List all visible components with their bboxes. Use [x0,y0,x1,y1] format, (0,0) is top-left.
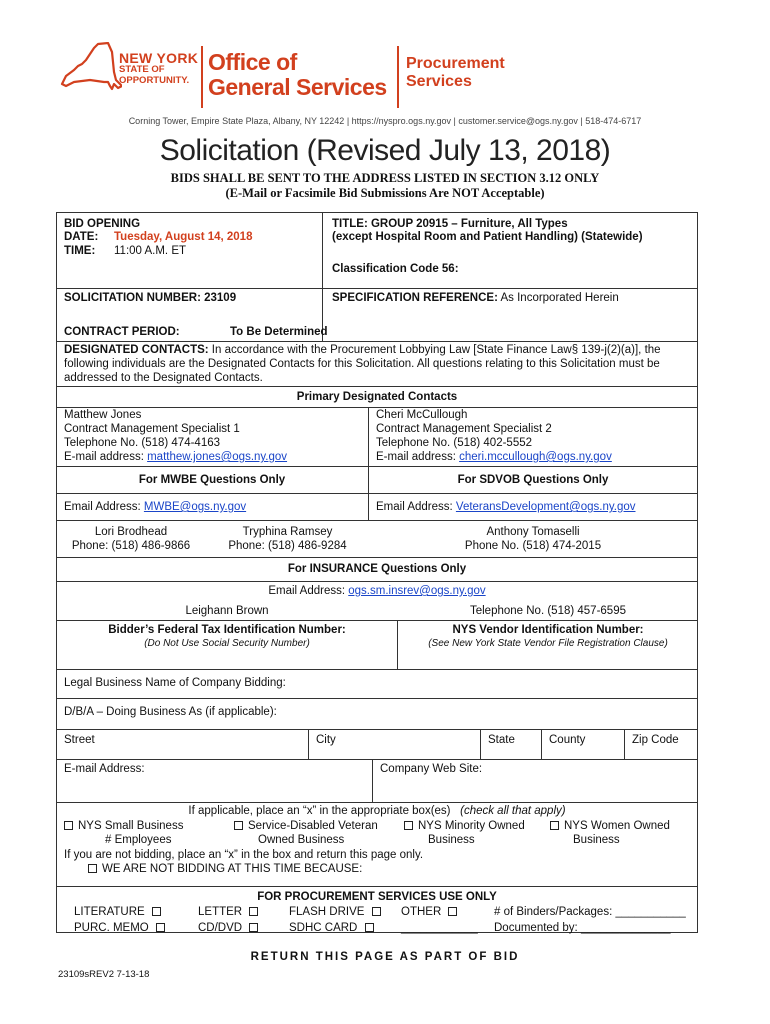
checkbox-intro-note: (check all that apply) [460,805,566,817]
documented-blank[interactable]: ______________ [580,922,671,934]
contact1-email-link[interactable]: matthew.jones@ogs.ny.gov [147,451,288,463]
women-owned-checkbox[interactable] [550,821,559,830]
other-checkbox[interactable] [448,907,457,916]
sdhc-card-checkbox[interactable] [365,923,374,932]
checkbox-intro-text: If applicable, place an “x” in the appropriate box(es) [188,805,451,817]
contract-period-value: To Be Determined [230,326,328,338]
county-field[interactable] [543,746,622,758]
documented-line[interactable] [494,922,671,935]
date-label: DATE: [64,231,99,243]
website-field-label: Company Web Site: [380,763,483,775]
logo-divider [201,46,203,108]
minority-owned-label-2: Business [428,834,475,846]
time-label: TIME: [64,245,96,257]
sdvob-label: Service-Disabled Veteran [248,820,378,832]
contact2-email-line [376,451,612,464]
ny-state-logo-text [119,50,199,86]
vendor-id-label: NYS Vendor Identification Number: [452,624,644,636]
other-blank[interactable]: ____________ [401,922,478,934]
logo-divider-2 [397,46,399,108]
website-field[interactable] [374,777,696,800]
ogs-line2: General Services [208,74,387,100]
tax-id-field[interactable] [60,650,394,667]
designated-text-2: following individuals are the Designated Contacts for this Solicitation. All questions relating to this Solicitation must be [64,358,660,370]
mwbe-contact2-name: Tryphina Ramsey [242,526,333,538]
checkbox-intro [56,805,698,818]
procurement-use-heading: FOR PROCUREMENT SERVICES USE ONLY [257,891,497,903]
minority-owned-checkbox[interactable] [404,821,413,830]
tax-id-note: (Do Not Use Social Security Number) [144,638,310,649]
other-label: OTHER [401,906,442,918]
state-label: State [488,734,515,746]
email-field-label: E-mail Address: [64,763,145,775]
insurance-heading: For INSURANCE Questions Only [287,563,467,575]
contact1-email-line [64,451,287,464]
designated-text-1: In accordance with the Procurement Lobbying Law [State Finance Law§ 139-j(2)(a)], the [208,344,661,356]
address-line: Corning Tower, Empire State Plaza, Albany, NY 12242 | https://nyspro.ogs.ny.gov | customer.service@ogs.ny.gov | 518-474-6717 [128,116,642,126]
tax-id-label: Bidder’s Federal Tax Identification Number: [108,624,346,636]
primary-contacts-heading: Primary Designated Contacts [296,391,458,403]
women-owned-label: NYS Women Owned [564,820,670,832]
zip-field[interactable] [626,746,696,758]
insurance-contact-phone: Telephone No. (518) 457-6595 [469,605,626,617]
letter-label: LETTER [198,906,243,918]
cd-dvd-option[interactable] [198,922,263,935]
flash-drive-checkbox[interactable] [372,907,381,916]
small-business-checkbox[interactable] [64,821,73,830]
insurance-email-link[interactable]: ogs.sm.insrev@ogs.ny.gov [348,585,486,597]
street-label: Street [64,734,95,746]
ny-line1: NEW YORK [119,50,199,66]
small-business-option[interactable] [64,820,183,833]
bid-date-value: Tuesday, August 14, 2018 [114,231,253,243]
purc-memo-label: PURC. MEMO [74,922,149,934]
new-york-state-outline-icon [60,42,122,94]
letter-option[interactable] [198,906,263,919]
designated-contacts-text [64,344,661,357]
sdvob-option[interactable] [234,820,378,833]
mwbe-contact1-phone: Phone: (518) 486-9866 [71,540,191,552]
state-field[interactable] [482,746,539,758]
letter-checkbox[interactable] [249,907,258,916]
sdhc-card-option[interactable] [289,922,379,935]
mwbe-contact2-phone: Phone: (518) 486-9284 [228,540,347,552]
literature-checkbox[interactable] [152,907,161,916]
contact2-email-label: E-mail address: [376,451,456,463]
purc-memo-checkbox[interactable] [156,923,165,932]
cd-dvd-checkbox[interactable] [249,923,258,932]
contact1-phone: Telephone No. (518) 474-4163 [64,437,221,449]
insurance-email-line [56,585,698,598]
city-field[interactable] [310,746,478,758]
email-field[interactable] [58,777,370,800]
not-bidding-checkbox[interactable] [88,864,97,873]
flash-drive-option[interactable] [289,906,386,919]
bid-opening-label: BID OPENING [64,218,141,230]
sdvob-heading: For SDVOB Questions Only [457,474,609,486]
minority-owned-label: NYS Minority Owned [418,820,525,832]
county-label: County [549,734,586,746]
spec-ref-label: SPECIFICATION REFERENCE: [332,292,498,304]
letterhead [0,0,770,110]
solicitation-title-scope: (except Hospital Room and Patient Handling) (Statewide) [332,231,643,243]
contact1-role: Contract Management Specialist 1 [64,423,240,435]
classification-code: Classification Code 56: [332,263,459,275]
mwbe-email-label: Email Address: [64,501,141,513]
spec-ref-value: As Incorporated Herein [500,292,619,304]
dba-field[interactable] [300,700,694,727]
mwbe-email-link[interactable]: MWBE@ogs.ny.gov [143,501,247,513]
mwbe-contact1-name: Lori Brodhead [94,526,168,538]
return-page-notice: RETURN THIS PAGE AS PART OF BID [250,951,520,963]
sdvob-checkbox[interactable] [234,821,243,830]
literature-label: LITERATURE [74,906,145,918]
small-business-label: NYS Small Business [78,820,184,832]
procurement-services-logo-text [406,55,505,91]
sdvob-email-link[interactable]: VeteransDevelopment@ogs.ny.gov [455,501,636,513]
vendor-id-note: (See New York State Vendor File Registration Clause) [428,638,668,649]
street-field[interactable] [58,746,306,758]
purc-memo-option[interactable] [74,922,170,935]
sdvob-email-label: Email Address: [376,501,453,513]
sdvob-contact-phone: Phone No. (518) 474-2015 [464,540,602,552]
vendor-id-field[interactable] [402,650,694,667]
small-business-employees: # Employees [105,834,172,846]
insurance-contact-name: Leighann Brown [185,605,269,617]
page-title: Solicitation (Revised July 13, 2018) [159,134,611,167]
other-option[interactable] [401,906,462,919]
documented-label: Documented by: [494,922,578,934]
contact2-role: Contract Management Specialist 2 [376,423,552,435]
dba-label: D/B/A – Doing Business As (if applicable): [64,706,277,718]
sdvob-contact-name: Anthony Tomaselli [486,526,580,538]
mwbe-heading: For MWBE Questions Only [138,474,286,486]
literature-option[interactable] [74,906,166,919]
proc-line2: Services [406,73,472,90]
sdhc-card-label: SDHC CARD [289,922,358,934]
zip-label: Zip Code [632,734,679,746]
designated-contacts-label: DESIGNATED CONTACTS: [64,344,209,356]
sdvob-email-line [376,501,636,514]
contact1-name: Matthew Jones [64,409,142,421]
form-revision-code: 23109sREV2 7-13-18 [58,969,150,980]
proc-line1: Procurement [406,55,505,72]
ogs-logo-text [208,50,387,100]
contact2-phone: Telephone No. (518) 402-5552 [376,437,533,449]
solicitation-number: SOLICITATION NUMBER: 23109 [64,292,237,304]
ogs-line1: Office of [208,49,297,75]
ny-line2: STATE OF [119,64,165,75]
contact2-email-link[interactable]: cheri.mccullough@ogs.ny.gov [459,451,612,463]
not-bidding-option[interactable] [88,863,362,876]
legal-name-label: Legal Business Name of Company Bidding: [64,677,286,689]
not-bidding-label: WE ARE NOT BIDDING AT THIS TIME BECAUSE: [102,863,363,875]
sdvob-label-2: Owned Business [258,834,345,846]
solicitation-title: TITLE: GROUP 20915 – Furniture, All Types [332,218,568,230]
binders-blank[interactable]: ___________ [615,906,686,918]
ny-line3: OPPORTUNITY. [119,75,190,86]
women-owned-option[interactable] [550,820,670,833]
subtitle-address-notice: BIDS SHALL BE SENT TO THE ADDRESS LISTED IN SECTION 3.12 ONLY [170,171,600,185]
binders-line[interactable] [494,906,686,919]
contact1-email-label: E-mail address: [64,451,144,463]
mwbe-email-line [64,501,246,514]
specification-reference [332,292,619,305]
contact2-name: Cheri McCullough [376,409,468,421]
binders-label: # of Binders/Packages: [494,906,613,918]
cd-dvd-label: CD/DVD [198,922,243,934]
city-label: City [316,734,336,746]
subtitle-submission-notice: (E-Mail or Facsimile Bid Submissions Are NOT Acceptable) [225,186,545,200]
legal-name-field[interactable] [300,671,694,696]
insurance-email-label: Email Address: [268,585,346,597]
not-bidding-intro: If you are not bidding, place an “x” in the box and return this page only. [64,849,424,861]
minority-owned-option[interactable] [404,820,525,833]
women-owned-label-2: Business [573,834,620,846]
bid-time-value: 11:00 A.M. ET [114,245,187,257]
designated-text-3: addressed to the Designated Contacts. [64,372,263,384]
contract-period-label: CONTRACT PERIOD: [64,326,180,338]
flash-drive-label: FLASH DRIVE [289,906,365,918]
